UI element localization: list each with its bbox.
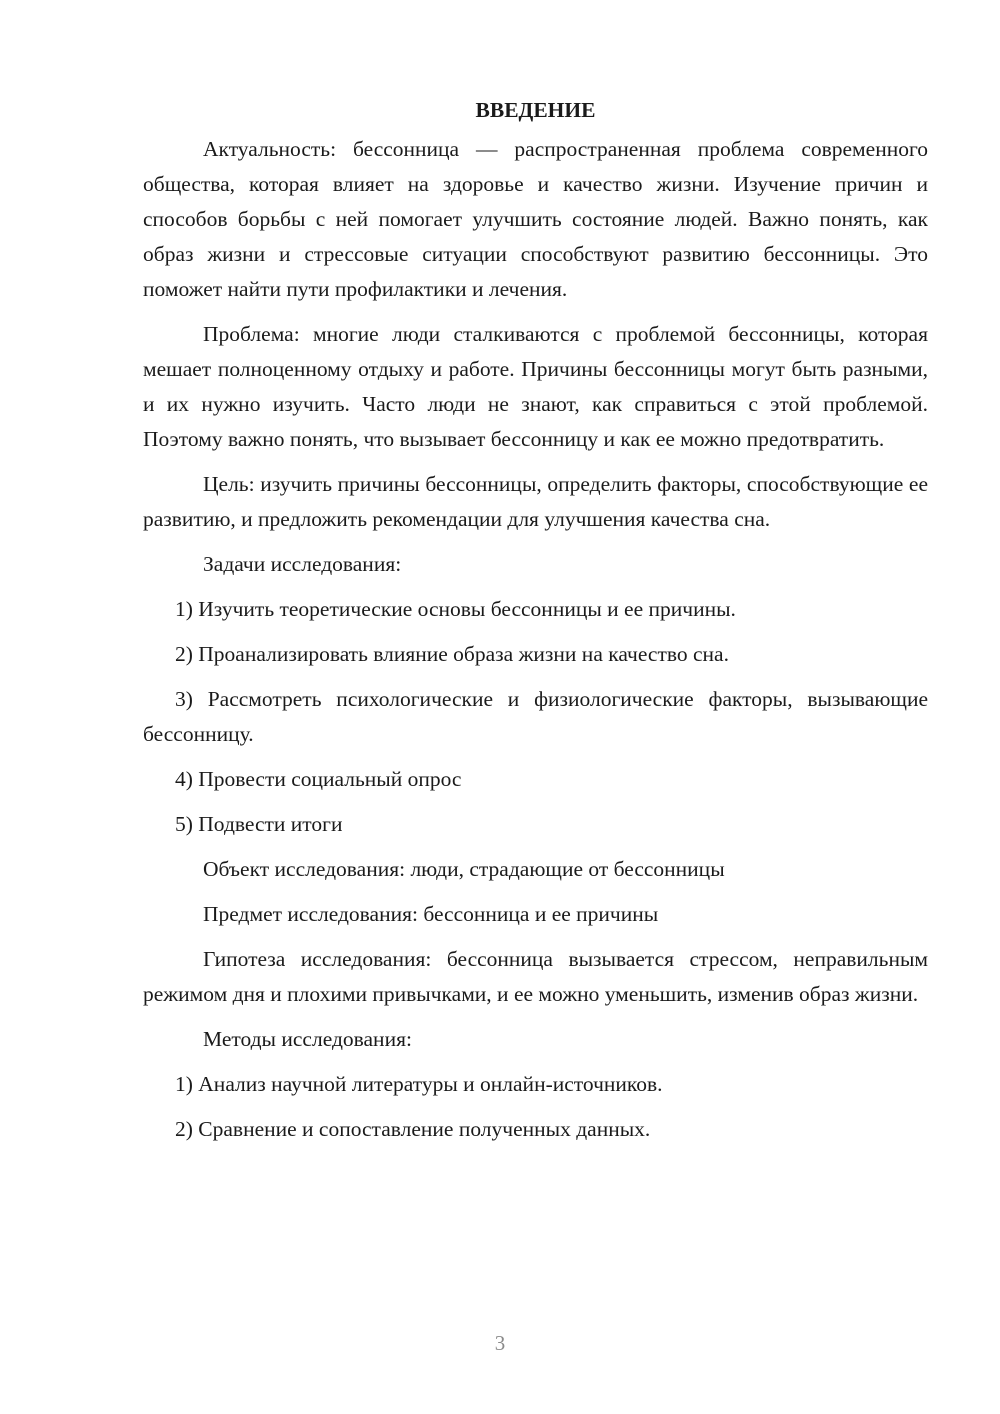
task-item: 1) Изучить теоретические основы бессонницы и ее причины. (175, 597, 736, 621)
page-number: 3 (494, 1331, 506, 1355)
task-item: 3) Рассмотреть психологические и физиологические факторы, вызывающие бессонницу. (143, 687, 928, 746)
problem-paragraph: Проблема: многие люди сталкиваются с проблемой бессонницы, которая мешает полноценному отдыху и работе. Причины бессонницы могут быть разными, и их нужно изучить. Часто люди не знают, как справиться с этой проблемой. Поэтому важно понять, что вызывает бессонницу и как ее можно предотвратить. (143, 322, 928, 451)
task-item: 4) Провести социальный опрос (175, 767, 462, 791)
relevance-paragraph: Актуальность: бессонница — распространенная проблема современного общества, которая влияет на здоровье и качество жизни. Изучение причин и способов борьбы с ней помогает улучшить состояние людей. Важно понять, как образ жизни и стрессовые ситуации способствуют развитию бессонницы. Это поможет найти пути профилактики и лечения. (143, 137, 928, 301)
object-paragraph: Объект исследования: люди, страдающие от бессонницы (203, 857, 725, 881)
document-body (143, 88, 928, 1157)
method-item: 1) Анализ научной литературы и онлайн-источников. (175, 1072, 663, 1096)
task-item: 2) Проанализировать влияние образа жизни на качество сна. (175, 642, 729, 666)
tasks-title: Задачи исследования: (203, 552, 402, 576)
subject-paragraph: Предмет исследования: бессонница и ее причины (203, 902, 659, 926)
hypothesis-paragraph: Гипотеза исследования: бессонница вызывается стрессом, неправильным режимом дня и плохими привычками, и ее можно уменьшить, изменив образ жизни. (143, 947, 928, 1006)
methods-title: Методы исследования: (203, 1027, 412, 1051)
goal-paragraph: Цель: изучить причины бессонницы, определить факторы, способствующие ее развитию, и предложить рекомендации для улучшения качества сна. (143, 472, 928, 531)
task-item: 5) Подвести итоги (175, 812, 343, 836)
section-heading: ВВЕДЕНИЕ (475, 98, 596, 122)
method-item: 2) Сравнение и сопоставление полученных данных. (175, 1117, 651, 1141)
